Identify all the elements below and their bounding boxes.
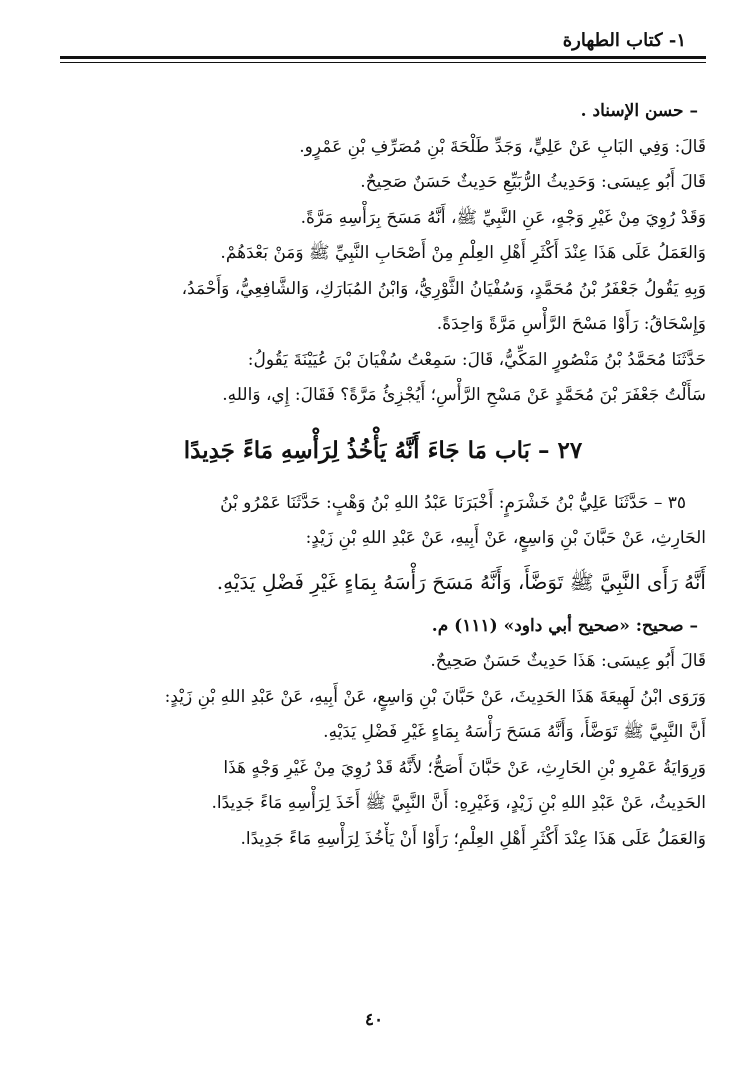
text-line: وَإِسْحَاقُ: رَأَوْا مَسْحَ الرَّأْسِ مَرَّةً وَاحِدَةً. (436, 314, 706, 334)
page-body (60, 94, 706, 857)
text-line: وَالعَمَلُ عَلَى هَذَا عِنْدَ أَكْثَرِ أَهْلِ العِلْمِ مِنْ أَصْحَابِ النَّبِيِّ ﷺ وَمَنْ بَعْدَهُمْ. (220, 243, 706, 263)
text-line: وَقَدْ رُوِيَ مِنْ غَيْرِ وَجْهٍ، عَنِ النَّبِيِّ ﷺ، أَنَّهُ مَسَحَ بِرَأْسِهِ مَرَّةً. (300, 207, 706, 228)
text-line: قَالَ أَبُو عِيسَى: وَحَدِيثُ الرُّبَيِّعِ حَدِيثٌ حَسَنٌ صَحِيحٌ. (360, 172, 706, 192)
page-number: ٤٠ (364, 1010, 384, 1030)
header-rule-thick (60, 56, 706, 59)
running-head: ١- كتاب الطهارة (562, 30, 686, 51)
text-line: وَبِهِ يَقُولُ جَعْفَرُ بْنُ مُحَمَّدٍ، وَسُفْيَانُ الثَّوْرِيُّ، وَابْنُ المُبَارَكِ، وَالشَّافِعِيُّ، وَأَحْمَدُ، (181, 278, 706, 299)
hadith-isnad-line: ٣٥ – حَدَّثَنَا عَلِيُّ بْنُ خَشْرَمٍ: أَخْبَرَنَا عَبْدُ اللهِ بْنُ وَهْبٍ: حَدَّثَنَا عَمْرُو بْنُ (220, 492, 686, 513)
text-line: حَدَّثَنَا مُحَمَّدُ بْنُ مَنْصُورٍ المَكِّيُّ، قَالَ: سَمِعْتُ سُفْيَانَ بْنَ عُيَيْنَةَ يَقُولُ: (247, 349, 706, 370)
text-line: قَالَ: وَفِي البَابِ عَنْ عَلِيٍّ، وَجَدِّ طَلْحَةَ بْنِ مُصَرِّفِ بْنِ عَمْرٍو. (299, 136, 706, 157)
text-line: وَرِوَايَةُ عَمْرِو بْنِ الحَارِثِ، عَنْ حَبَّانَ أَصَحُّ؛ لأَنَّهُ قَدْ رُوِيَ مِنْ غَيْرِ وَجْهٍ هَذَا (223, 757, 706, 778)
text-line: أَنَّ النَّبِيَّ ﷺ تَوَضَّأَ، وَأَنَّهُ مَسَحَ رَأْسَهُ بِمَاءٍ غَيْرِ فَضْلِ يَدَيْهِ. (323, 722, 706, 742)
hadith-matn: أَنَّهُ رَأَى النَّبِيَّ ﷺ تَوَضَّأَ، وَأَنَّهُ مَسَحَ رَأْسَهُ بِمَاءٍ غَيْرِ فَضْلِ يَدَيْهِ. (216, 569, 706, 594)
text-line: وَالعَمَلُ عَلَى هَذَا عِنْدَ أَكْثَرِ أَهْلِ العِلْمِ؛ رَأَوْا أَنْ يَأْخُذَ لِرَأْسِهِ مَاءً جَدِيدًا. (240, 828, 706, 849)
chapter-heading: ٢٧ – بَاب مَا جَاءَ أَنَّهُ يَأْخُذُ لِرَأْسِهِ مَاءً جَدِيدًا (183, 436, 583, 464)
header-rule-thin (60, 62, 706, 63)
text-line: الحَدِيثُ، عَنْ عَبْدِ اللهِ بْنِ زَيْدٍ، وَغَيْرِهِ: أَنَّ النَّبِيَّ ﷺ أَخَذَ لِرَأْسِهِ مَاءً جَدِيدًا. (211, 793, 706, 813)
text-line: سَأَلْتُ جَعْفَرَ بْنَ مُحَمَّدٍ عَنْ مَسْحِ الرَّأْسِ؛ أَيُجْزِئُ مَرَّةً؟ فَقَالَ: إِي، وَاللهِ. (222, 385, 706, 405)
hadith-isnad-line: الحَارِثِ، عَنْ حَبَّانَ بْنِ وَاسِعٍ، عَنْ أَبِيهِ، عَنْ عَبْدِ اللهِ بْنِ زَيْدٍ: (305, 528, 706, 548)
text-line: وَرَوَى ابْنُ لَهِيعَةَ هَذَا الحَدِيثَ، عَنْ حَبَّانَ بْنِ وَاسِعٍ، عَنْ أَبِيهِ، عَنْ عَبْدِ اللهِ بْنِ زَيْدٍ: (164, 686, 706, 707)
grading-note: – حسن الإسناد . (580, 101, 698, 121)
grading-note: – صحيح: «صحيح أبي داود» (١١١) م. (431, 615, 698, 636)
text-line: قَالَ أَبُو عِيسَى: هَذَا حَدِيثٌ حَسَنٌ صَحِيحٌ. (430, 651, 706, 671)
